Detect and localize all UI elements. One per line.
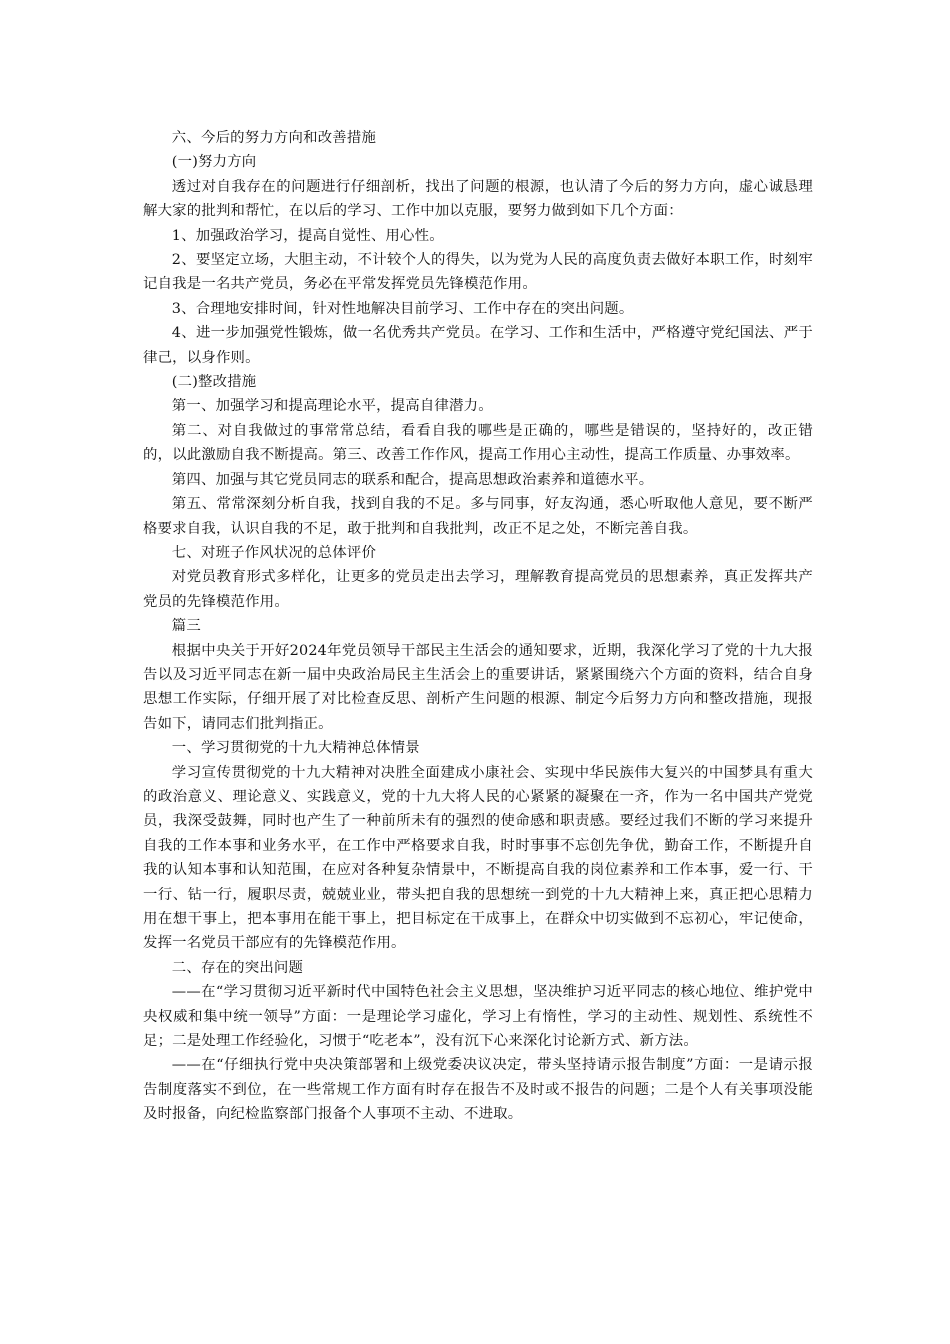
list-item-2: 2、要坚定立场，大胆主动，不计较个人的得失，以为党为人民的高度负责去做好本职工作，时刻牢记自我是一名共产党员，务必在平常发挥党员先锋模范作用。	[143, 252, 813, 293]
body-paragraph: 透过对自我存在的问题进行仔细剖析，找出了问题的根源，也认清了今后的努力方向，虚心诚恳理解大家的批判和帮忙，在以后的学习、工作中加以克服，要努力做到如下几个方面：	[143, 178, 813, 220]
body-paragraph: 对党员教育形式多样化，让更多的党员走出去学习，理解教育提高党员的思想素养，真正发挥共产党员的先锋模范作用。	[143, 569, 813, 610]
list-item-3: 3、合理地安排时间，针对性地解决目前学习、工作中存在的突出问题。	[171, 300, 634, 317]
section-heading-1: 一、学习贯彻党的十九大精神总体情景	[171, 740, 420, 757]
measure-1: 第一、加强学习和提高理论水平，提高自律潜力。	[171, 398, 493, 415]
document-page	[143, 126, 813, 1127]
list-item-1: 1、加强政治学习，提高自觉性、用心性。	[171, 227, 444, 244]
section-heading-2: 二、存在的突出问题	[171, 959, 304, 976]
problem-paragraph-1: ——在“学习贯彻习近平新时代中国特色社会主义思想，坚决维护习近平同志的核心地位、维护党中央权威和集中统一领导”方面：一是理论学习虚化，学习上有惰性，学习的主动性、规划性、系统性不足；二是处理工作经验化，习惯于“吃老本”，没有沉下心来深化讨论新方式、新方法。	[143, 984, 813, 1050]
section-heading-6: 六、今后的努力方向和改善措施	[171, 130, 377, 146]
body-paragraph: 学习宣传贯彻党的十九大精神对决胜全面建成小康社会、实现中华民族伟大复兴的中国梦具有重大的政治意义、理论意义、实践意义，党的十九大将人民的心紧紧的凝聚在一齐，作为一名中国共产党党员，我深受鼓舞，同时也产生了一种前所未有的强烈的使命感和职责感。要经过我们不断的学习来提升自我的工作本事和业务水平，在工作中严格要求自我，时时事事不忘创先争优，勤奋工作，不断提升自我的认知本事和认知范围，在应对各种复杂情景中，不断提高自我的岗位素养和工作本事，爱一行、干一行、钻一行，履职尽责，兢兢业业，带头把自我的思想统一到党的十九大精神上来，真正把心思精力用在想干事上，把本事用在能干事上，把目标定在干成事上，在群众中切实做到不忘初心，牢记使命，发挥一名党员干部应有的先锋模范作用。	[143, 764, 813, 952]
measure-5: 第五、常常深刻分析自我，找到自我的不足。多与同事，好友沟通，悉心听取他人意见，要不断严格要求自我，认识自我的不足，敢于批判和自我批判，改正不足之处，不断完善自我。	[143, 496, 813, 537]
list-item-4: 4、进一步加强党性锻炼，做一名优秀共产党员。在学习、工作和生活中，严格遵守党纪国法、严于律己，以身作则。	[143, 325, 813, 366]
intro-paragraph: 根据中央关于开好2024年党员领导干部民主生活会的通知要求，近期，我深化学习了党的十九大报告以及习近平同志在新一届中央政治局民主生活会上的重要讲话，紧紧围绕六个方面的资料，结合自身思想工作实际，仔细开展了对比检查反思、剖析产生问题的根源、制定今后努力方向和整改措施，现报告如下，请同志们批判指正。	[143, 642, 813, 732]
subheading-effort-direction: (一)努力方向	[171, 154, 257, 171]
article-heading-3: 篇三	[171, 618, 201, 635]
measure-4: 第四、加强与其它党员同志的联系和配合，提高思想政治素养和道德水平。	[171, 471, 654, 488]
subheading-rectification-measures: (二)整改措施	[171, 374, 257, 391]
measure-2-3: 第二、对自我做过的事常常总结，看看自我的哪些是正确的，哪些是错误的，坚持好的，改正错的，以此激励自我不断提高。第三、改善工作作风，提高工作用心主动性，提高工作质量、办事效率。	[143, 422, 813, 464]
problem-paragraph-2: ——在“仔细执行党中央决策部署和上级党委决议决定，带头坚持请示报告制度”方面：一是请示报告制度落实不到位，在一些常规工作方面有时存在报告不及时或不报告的问题；二是个人有关事项没能及时报备，向纪检监察部门报备个人事项不主动、不进取。	[143, 1057, 813, 1123]
section-heading-7: 七、对班子作风状况的总体评价	[171, 544, 377, 561]
